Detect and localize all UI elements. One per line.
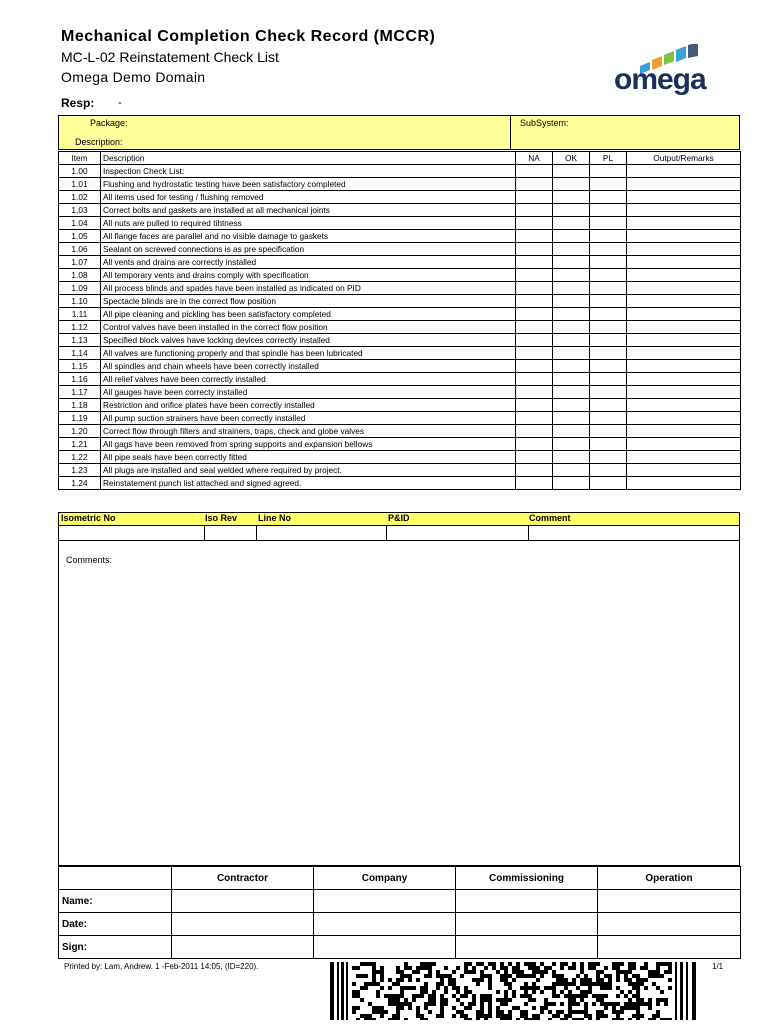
checklist-row [59, 308, 741, 321]
isometric-entry-row[interactable] [58, 526, 740, 541]
remarks-cell[interactable] [627, 243, 741, 256]
pl-checkbox[interactable] [590, 477, 627, 490]
date-cell[interactable] [456, 913, 598, 936]
description-cell: All flange faces are parallel and no visible damage to gaskets [101, 230, 516, 243]
logo-wordmark: omega [614, 63, 706, 96]
remarks-cell[interactable] [627, 373, 741, 386]
ok-checkbox[interactable] [553, 308, 590, 321]
item-cell: 1.02 [59, 191, 101, 204]
na-checkbox[interactable] [516, 217, 553, 230]
iso-divider [256, 526, 257, 541]
date-label: Date: [59, 913, 172, 936]
iso-divider [386, 526, 387, 541]
item-cell: 1.06 [59, 243, 101, 256]
pl-checkbox[interactable] [590, 191, 627, 204]
item-cell: 1.20 [59, 425, 101, 438]
na-checkbox[interactable] [516, 438, 553, 451]
company-header: Company [314, 867, 456, 890]
checklist-row [59, 295, 741, 308]
signoff-corner [59, 867, 172, 890]
barcode-icon [330, 962, 708, 1020]
remarks-cell[interactable] [627, 321, 741, 334]
item-cell: 1.13 [59, 334, 101, 347]
item-cell: 1.09 [59, 282, 101, 295]
signoff-row-sign [59, 936, 741, 959]
na-checkbox[interactable] [516, 412, 553, 425]
description-cell: Restriction and orifice plates have been correctly installed [101, 399, 516, 412]
checklist-row [59, 230, 741, 243]
ok-checkbox[interactable] [553, 425, 590, 438]
description-cell: Inspection Check List: [101, 165, 516, 178]
sign-label: Sign: [59, 936, 172, 959]
signoff-row-name [59, 890, 741, 913]
date-cell[interactable] [598, 913, 741, 936]
ok-checkbox[interactable] [553, 269, 590, 282]
pl-checkbox[interactable] [590, 334, 627, 347]
na-checkbox[interactable] [516, 464, 553, 477]
signoff-table [58, 866, 741, 959]
item-cell: 1.16 [59, 373, 101, 386]
ok-checkbox[interactable] [553, 243, 590, 256]
pl-checkbox[interactable] [590, 282, 627, 295]
remarks-cell[interactable] [627, 464, 741, 477]
remarks-cell[interactable] [627, 295, 741, 308]
col-description: Description [101, 152, 516, 165]
pl-checkbox[interactable] [590, 347, 627, 360]
name-cell[interactable] [314, 890, 456, 913]
checklist-row [59, 438, 741, 451]
signoff-row-date [59, 913, 741, 936]
item-cell: 1.22 [59, 451, 101, 464]
col-remarks: Output/Remarks [627, 152, 741, 165]
na-checkbox[interactable] [516, 243, 553, 256]
remarks-cell[interactable] [627, 217, 741, 230]
na-checkbox[interactable] [516, 295, 553, 308]
ok-checkbox[interactable] [553, 451, 590, 464]
na-checkbox[interactable] [516, 230, 553, 243]
printed-by: Printed by: Lam, Andrew. 1 -Feb-2011 14:05, (ID=220). [64, 962, 259, 971]
ok-checkbox[interactable] [553, 360, 590, 373]
na-checkbox[interactable] [516, 191, 553, 204]
ok-checkbox[interactable] [553, 373, 590, 386]
name-cell[interactable] [598, 890, 741, 913]
checklist-row [59, 334, 741, 347]
description-label: Description: [75, 137, 123, 147]
item-cell: 1.00 [59, 165, 101, 178]
pl-checkbox[interactable] [590, 412, 627, 425]
package-label: Package: [90, 118, 128, 128]
checklist-row [59, 360, 741, 373]
page-number: 1/1 [712, 962, 724, 971]
commissioning-header: Commissioning [456, 867, 598, 890]
checklist-row [59, 373, 741, 386]
pl-checkbox[interactable] [590, 386, 627, 399]
remarks-cell[interactable] [627, 334, 741, 347]
checklist-row [59, 412, 741, 425]
pid-label: P&ID [388, 513, 410, 523]
item-cell: 1.15 [59, 360, 101, 373]
checklist-row [59, 477, 741, 490]
na-checkbox[interactable] [516, 308, 553, 321]
remarks-cell[interactable] [627, 399, 741, 412]
na-checkbox[interactable] [516, 256, 553, 269]
col-ok: OK [553, 152, 590, 165]
signoff-header-row [59, 867, 741, 890]
remarks-cell[interactable] [627, 308, 741, 321]
na-checkbox[interactable] [516, 477, 553, 490]
na-checkbox[interactable] [516, 360, 553, 373]
na-checkbox[interactable] [516, 282, 553, 295]
item-cell: 1.03 [59, 204, 101, 217]
pl-checkbox[interactable] [590, 321, 627, 334]
na-checkbox[interactable] [516, 321, 553, 334]
description-cell: All pump suction strainers have been correctly installed [101, 412, 516, 425]
ok-checkbox[interactable] [553, 295, 590, 308]
iso-rev-label: Iso Rev [205, 513, 238, 523]
pl-checkbox[interactable] [590, 464, 627, 477]
comments-label: Comments: [66, 555, 113, 565]
pl-checkbox[interactable] [590, 360, 627, 373]
remarks-cell[interactable] [627, 425, 741, 438]
name-label: Name: [59, 890, 172, 913]
date-cell[interactable] [172, 913, 314, 936]
checklist-row [59, 269, 741, 282]
pl-checkbox[interactable] [590, 399, 627, 412]
item-cell: 1.23 [59, 464, 101, 477]
ok-checkbox[interactable] [553, 204, 590, 217]
description-cell: All items used for testing / flushing removed [101, 191, 516, 204]
checklist-row [59, 451, 741, 464]
isometric-no-label: Isometric No [61, 513, 116, 523]
pl-checkbox[interactable] [590, 204, 627, 217]
description-cell: Spectacle blinds are in the correct flow position [101, 295, 516, 308]
pl-checkbox[interactable] [590, 217, 627, 230]
description-cell: Sealant on screwed connections is as pre specification [101, 243, 516, 256]
operation-header: Operation [598, 867, 741, 890]
remarks-cell[interactable] [627, 438, 741, 451]
description-cell: All nuts are pulled to required tihtness [101, 217, 516, 230]
pl-checkbox[interactable] [590, 308, 627, 321]
sign-cell[interactable] [456, 936, 598, 959]
description-cell: All plugs are installed and seal welded where required by project. [101, 464, 516, 477]
ok-checkbox[interactable] [553, 191, 590, 204]
remarks-cell[interactable] [627, 347, 741, 360]
na-checkbox[interactable] [516, 165, 553, 178]
pl-checkbox[interactable] [590, 451, 627, 464]
remarks-cell[interactable] [627, 360, 741, 373]
iso-divider [528, 526, 529, 541]
ok-checkbox[interactable] [553, 438, 590, 451]
checklist-row [59, 243, 741, 256]
name-cell[interactable] [456, 890, 598, 913]
description-cell: All valves are functioning properly and that spindle has been lubricated [101, 347, 516, 360]
remarks-cell[interactable] [627, 165, 741, 178]
item-cell: 1.19 [59, 412, 101, 425]
item-cell: 1.10 [59, 295, 101, 308]
ok-checkbox[interactable] [553, 347, 590, 360]
pl-checkbox[interactable] [590, 373, 627, 386]
ok-checkbox[interactable] [553, 230, 590, 243]
description-cell: All pipe seals have been correctly fitted [101, 451, 516, 464]
description-cell: All spindles and chain wheels have been correctly installed [101, 360, 516, 373]
ok-checkbox[interactable] [553, 178, 590, 191]
subsystem-label: SubSystem: [520, 118, 569, 128]
item-cell: 1.14 [59, 347, 101, 360]
remarks-cell[interactable] [627, 451, 741, 464]
remarks-cell[interactable] [627, 191, 741, 204]
description-cell: All vents and drains are correctly installed [101, 256, 516, 269]
sign-cell[interactable] [172, 936, 314, 959]
checklist-row [59, 347, 741, 360]
description-cell: All gauges have been correcty installed [101, 386, 516, 399]
item-cell: 1.24 [59, 477, 101, 490]
checklist-row [59, 165, 741, 178]
ok-checkbox[interactable] [553, 165, 590, 178]
item-cell: 1.18 [59, 399, 101, 412]
item-cell: 1.08 [59, 269, 101, 282]
domain-subtitle: Omega Demo Domain [61, 69, 206, 85]
item-cell: 1.01 [59, 178, 101, 191]
pl-checkbox[interactable] [590, 230, 627, 243]
checklist-row [59, 464, 741, 477]
sign-cell[interactable] [314, 936, 456, 959]
na-checkbox[interactable] [516, 204, 553, 217]
na-checkbox[interactable] [516, 399, 553, 412]
col-pl: PL [590, 152, 627, 165]
checklist-row [59, 191, 741, 204]
remarks-cell[interactable] [627, 282, 741, 295]
na-checkbox[interactable] [516, 347, 553, 360]
checklist-row [59, 321, 741, 334]
pl-checkbox[interactable] [590, 438, 627, 451]
pl-checkbox[interactable] [590, 178, 627, 191]
line-no-label: Line No [258, 513, 291, 523]
pl-checkbox[interactable] [590, 256, 627, 269]
remarks-cell[interactable] [627, 256, 741, 269]
ok-checkbox[interactable] [553, 256, 590, 269]
checklist-row [59, 425, 741, 438]
pl-checkbox[interactable] [590, 295, 627, 308]
description-cell: All pipe cleaning and pickling has been satisfactory completed [101, 308, 516, 321]
ok-checkbox[interactable] [553, 334, 590, 347]
item-cell: 1.12 [59, 321, 101, 334]
ok-checkbox[interactable] [553, 464, 590, 477]
description-cell: All temporary vents and drains comply with specification [101, 269, 516, 282]
na-checkbox[interactable] [516, 451, 553, 464]
remarks-cell[interactable] [627, 230, 741, 243]
col-item: Item [59, 152, 101, 165]
remarks-cell[interactable] [627, 477, 741, 490]
date-cell[interactable] [314, 913, 456, 936]
description-cell: Correct bolts and gaskets are installed at all mechanical joints [101, 204, 516, 217]
checklist-row [59, 256, 741, 269]
package-info-box [58, 115, 740, 150]
checklist-table [58, 151, 741, 490]
remarks-cell[interactable] [627, 204, 741, 217]
description-cell: Flushing and hydrostatic testing have been satisfactory completed [101, 178, 516, 191]
na-checkbox[interactable] [516, 386, 553, 399]
pl-checkbox[interactable] [590, 243, 627, 256]
checklist-row [59, 217, 741, 230]
sign-cell[interactable] [598, 936, 741, 959]
na-checkbox[interactable] [516, 334, 553, 347]
na-checkbox[interactable] [516, 373, 553, 386]
item-cell: 1.11 [59, 308, 101, 321]
pl-checkbox[interactable] [590, 425, 627, 438]
description-cell: Reinstatement punch list attached and signed agreed. [101, 477, 516, 490]
checklist-header-row [59, 152, 741, 165]
description-cell: Specified block valves have locking devices correctly installed [101, 334, 516, 347]
description-cell: All process blinds and spades have been installed as indicated on PID [101, 282, 516, 295]
checklist-row [59, 386, 741, 399]
na-checkbox[interactable] [516, 178, 553, 191]
ok-checkbox[interactable] [553, 217, 590, 230]
page-title: Mechanical Completion Check Record (MCCR) [61, 28, 436, 45]
ok-checkbox[interactable] [553, 321, 590, 334]
iso-divider [204, 526, 205, 541]
resp-label: Resp: [61, 96, 95, 110]
checklist-row [59, 399, 741, 412]
description-cell: Control valves have been installed in the correct flow position [101, 321, 516, 334]
checklist-row [59, 178, 741, 191]
name-cell[interactable] [172, 890, 314, 913]
na-checkbox[interactable] [516, 425, 553, 438]
package-info-divider [510, 115, 511, 150]
checklist-row [59, 282, 741, 295]
description-cell: Correct flow through filters and strainers, traps, check and globe valves [101, 425, 516, 438]
na-checkbox[interactable] [516, 269, 553, 282]
item-cell: 1.05 [59, 230, 101, 243]
checklist-row [59, 204, 741, 217]
remarks-cell[interactable] [627, 178, 741, 191]
description-cell: All gags have been removed from spring supports and expansion bellows [101, 438, 516, 451]
item-cell: 1.07 [59, 256, 101, 269]
remarks-cell[interactable] [627, 412, 741, 425]
comment-label: Comment [529, 513, 571, 523]
description-cell: All relief valves have been correctly installed [101, 373, 516, 386]
resp-value: - [118, 97, 122, 109]
ok-checkbox[interactable] [553, 399, 590, 412]
remarks-cell[interactable] [627, 269, 741, 282]
comments-box[interactable] [58, 541, 740, 866]
item-cell: 1.17 [59, 386, 101, 399]
pl-checkbox[interactable] [590, 165, 627, 178]
pl-checkbox[interactable] [590, 269, 627, 282]
ok-checkbox[interactable] [553, 282, 590, 295]
contractor-header: Contractor [172, 867, 314, 890]
ok-checkbox[interactable] [553, 477, 590, 490]
ok-checkbox[interactable] [553, 412, 590, 425]
checklist-subtitle: MC-L-02 Reinstatement Check List [61, 49, 279, 65]
item-cell: 1.04 [59, 217, 101, 230]
item-cell: 1.21 [59, 438, 101, 451]
ok-checkbox[interactable] [553, 386, 590, 399]
col-na: NA [516, 152, 553, 165]
remarks-cell[interactable] [627, 386, 741, 399]
